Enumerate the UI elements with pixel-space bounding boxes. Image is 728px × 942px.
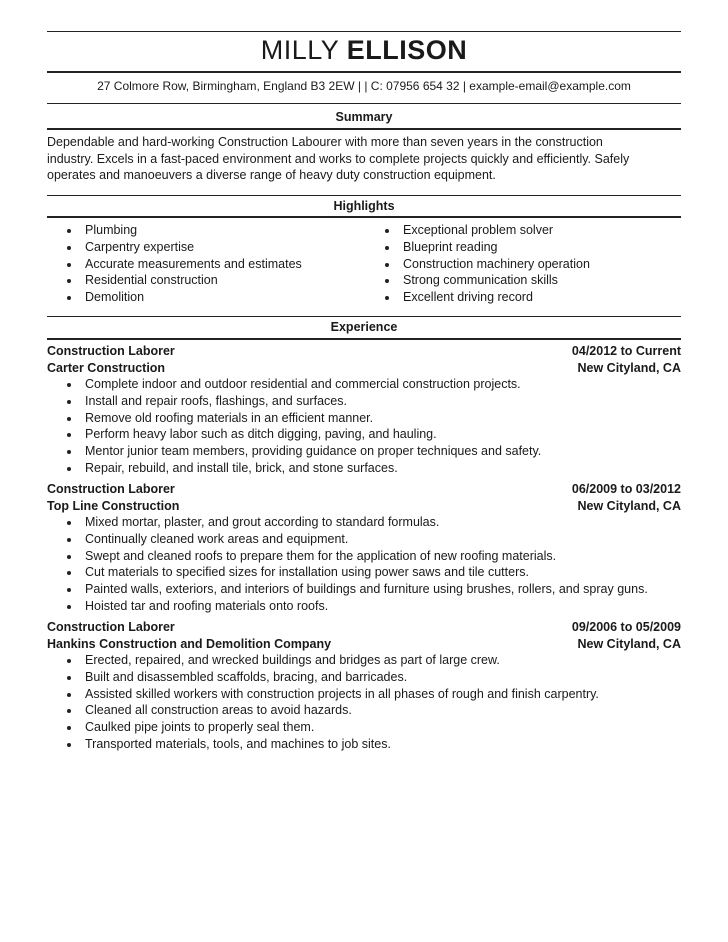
highlights-rule (47, 216, 681, 218)
highlights-right-list (365, 222, 590, 306)
job-duties (47, 514, 681, 615)
job-title: Construction Laborer (47, 344, 175, 358)
job-company-row (47, 360, 681, 377)
job-company-row (47, 498, 681, 515)
highlight-item: Carpentry expertise (47, 239, 302, 256)
candidate-name (47, 34, 681, 66)
job-header-row (47, 481, 681, 498)
job-title: Construction Laborer (47, 620, 175, 634)
duty-item: Erected, repaired, and wrecked buildings and bridges as part of large crew. (47, 652, 681, 669)
job-company: Carter Construction (47, 360, 166, 375)
highlight-item: Accurate measurements and estimates (47, 256, 302, 273)
duty-item: Continually cleaned work areas and equipment. (47, 531, 681, 548)
duty-item: Mixed mortar, plaster, and grout according to standard formulas. (47, 514, 681, 531)
job-location: New Cityland, CA (577, 636, 681, 651)
duty-item: Swept and cleaned roofs to prepare them for the application of new roofing materials. (47, 548, 681, 565)
highlights-top-rule (47, 195, 681, 196)
highlight-item: Exceptional problem solver (365, 222, 590, 239)
duty-item: Built and disassembled scaffolds, bracing, and barricades. (47, 669, 681, 686)
contact-line: 27 Colmore Row, Birmingham, England B3 2EW | | C: 07956 654 32 | example-email@example.com (97, 79, 631, 93)
duty-item: Cleaned all construction areas to avoid hazards. (47, 702, 681, 719)
job-duties (47, 376, 681, 477)
job-company: Top Line Construction (47, 498, 180, 513)
first-name: MILLY (260, 35, 339, 65)
resume-page (47, 0, 681, 942)
job-location: New Cityland, CA (577, 498, 681, 513)
duty-item: Mentor junior team members, providing guidance on proper techniques and safety. (47, 443, 681, 460)
highlight-item: Plumbing (47, 222, 302, 239)
experience-rule (47, 338, 681, 340)
duty-item: Assisted skilled workers with construction projects in all phases of rough and finish carpentry. (47, 686, 681, 703)
job-company-row (47, 636, 681, 653)
job-title: Construction Laborer (47, 482, 175, 496)
highlight-item: Demolition (47, 289, 302, 306)
duty-item: Transported materials, tools, and machines to job sites. (47, 736, 681, 753)
job-dates: 04/2012 to Current (571, 344, 681, 358)
name-rule (47, 71, 681, 73)
highlights-left-list (47, 222, 302, 306)
job-header-row (47, 343, 681, 360)
summary-heading: Summary (335, 110, 393, 124)
duty-item: Caulked pipe joints to properly seal them. (47, 719, 681, 736)
highlight-item: Residential construction (47, 272, 302, 289)
duty-item: Repair, rebuild, and install tile, brick, and stone surfaces. (47, 460, 681, 477)
highlight-item: Excellent driving record (365, 289, 590, 306)
job-entry (47, 481, 681, 615)
job-entry (47, 343, 681, 477)
job-dates: 09/2006 to 05/2009 (571, 620, 681, 634)
summary-rule (47, 128, 681, 130)
last-name: ELLISON (346, 35, 468, 65)
highlight-item: Construction machinery operation (365, 256, 590, 273)
duty-item: Perform heavy labor such as ditch digging, paving, and hauling. (47, 426, 681, 443)
job-dates: 06/2009 to 03/2012 (571, 482, 681, 496)
experience-top-rule (47, 316, 681, 317)
job-company: Hankins Construction and Demolition Company (47, 636, 332, 651)
experience-heading: Experience (330, 320, 398, 334)
highlight-item: Strong communication skills (365, 272, 590, 289)
top-rule (47, 31, 681, 32)
job-entry (47, 619, 681, 753)
job-header-row (47, 619, 681, 636)
duty-item: Cut materials to specified sizes for installation using power saws and tile cutters. (47, 564, 681, 581)
highlights-heading: Highlights (333, 199, 395, 213)
summary-line: operates and manoeuvers a diverse range of heavy duty construction equipment. (47, 168, 496, 182)
summary-text (47, 134, 681, 184)
duty-item: Remove old roofing materials in an efficient manner. (47, 410, 681, 427)
duty-item: Install and repair roofs, flashings, and surfaces. (47, 393, 681, 410)
summary-line: Dependable and hard-working Construction Labourer with more than seven years in the construction (47, 135, 603, 149)
duty-item: Hoisted tar and roofing materials onto roofs. (47, 598, 681, 615)
duty-item: Complete indoor and outdoor residential and commercial construction projects. (47, 376, 681, 393)
summary-line: industry. Excels in a fast-paced environment and works to complete projects quickly and efficiently. Safely (47, 151, 630, 166)
duty-item: Painted walls, exteriors, and interiors of buildings and furniture using brushes, rollers, and spray guns. (47, 581, 681, 598)
highlight-item: Blueprint reading (365, 239, 590, 256)
job-duties (47, 652, 681, 753)
summary-top-rule (47, 103, 681, 104)
job-location: New Cityland, CA (577, 360, 681, 375)
